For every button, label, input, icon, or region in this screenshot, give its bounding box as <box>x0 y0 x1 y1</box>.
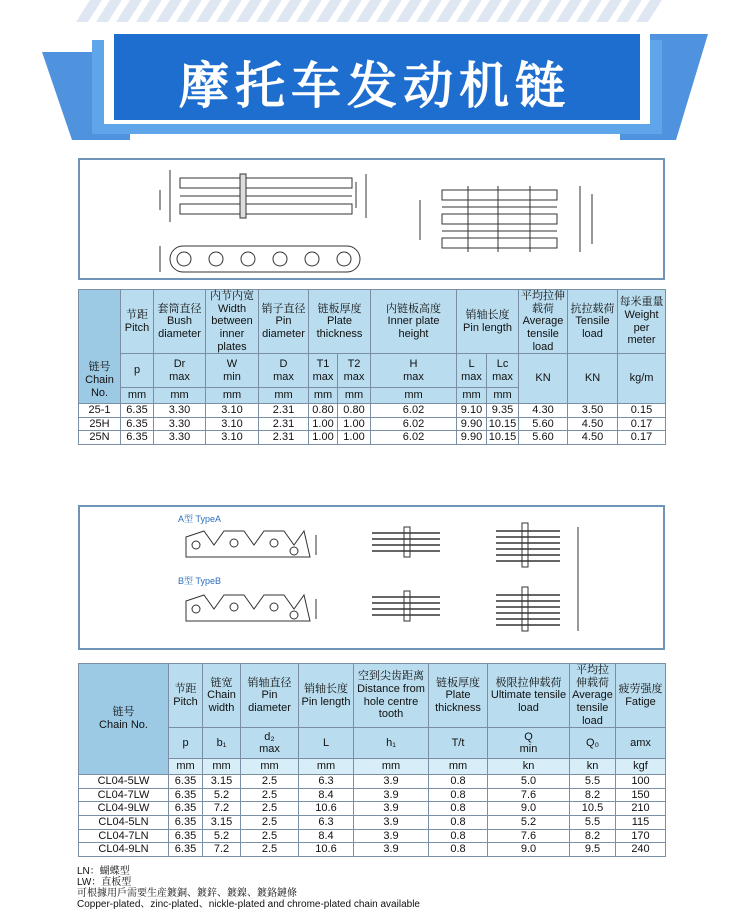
value-cell: 10.15 <box>487 417 519 431</box>
unit-cell: mm <box>241 759 299 775</box>
value-cell: 2.31 <box>259 417 309 431</box>
value-cell: 10.5 <box>570 802 616 816</box>
value-cell: 9.90 <box>457 417 487 431</box>
value-cell: 6.02 <box>371 417 457 431</box>
chain-no-cell: CL04-9LW <box>79 802 169 816</box>
col-header-ultimate-load: 极限拉伸载荷 Ultimate tensile load <box>488 664 570 728</box>
value-cell: 1.00 <box>338 431 371 445</box>
value-cell: 6.35 <box>169 802 203 816</box>
value-cell: 6.35 <box>121 417 154 431</box>
value-cell: 7.6 <box>488 829 570 843</box>
sym-cell: d₂ max <box>241 728 299 759</box>
col-header-width: 内节内宽 Width between inner plates <box>206 290 259 354</box>
sym-cell: L <box>299 728 354 759</box>
value-cell: 240 <box>616 843 666 857</box>
chain-no-cell: 25-1 <box>79 404 121 418</box>
sym-cell: amx <box>616 728 666 759</box>
chain-no-cell: CL04-7LN <box>79 829 169 843</box>
value-cell: 3.30 <box>154 431 206 445</box>
type-a-label: A型 TypeA <box>178 514 222 524</box>
unit-cell: mm <box>206 388 259 404</box>
sym-lc: Lc max <box>487 354 519 388</box>
value-cell: 6.35 <box>169 775 203 789</box>
value-cell: 5.60 <box>519 417 568 431</box>
value-cell: 2.5 <box>241 816 299 830</box>
unit-cell: mm <box>487 388 519 404</box>
value-cell: 8.2 <box>570 829 616 843</box>
value-cell: 6.35 <box>169 829 203 843</box>
value-cell: 8.4 <box>299 829 354 843</box>
value-cell: 1.00 <box>309 417 338 431</box>
value-cell: 2.5 <box>241 788 299 802</box>
unit-cell: kgf <box>616 759 666 775</box>
value-cell: 1.00 <box>309 431 338 445</box>
value-cell: 8.4 <box>299 788 354 802</box>
value-cell: 210 <box>616 802 666 816</box>
value-cell: 8.2 <box>570 788 616 802</box>
value-cell: 9.10 <box>457 404 487 418</box>
value-cell: 6.35 <box>169 816 203 830</box>
value-cell: 6.02 <box>371 431 457 445</box>
value-cell: 7.2 <box>203 802 241 816</box>
value-cell: 10.6 <box>299 843 354 857</box>
value-cell: 0.8 <box>429 829 488 843</box>
col-header-average-tensile-load: 平均拉伸载荷 Average tensile load <box>519 290 568 354</box>
sym-cell: Q₀ <box>570 728 616 759</box>
unit-cell: kn <box>570 759 616 775</box>
unit-cell: mm <box>169 759 203 775</box>
sym-width: W min <box>206 354 259 388</box>
chain-no-cell: CL04-9LN <box>79 843 169 857</box>
page-title: 摩托车发动机链 <box>179 57 571 115</box>
sym-l: L max <box>457 354 487 388</box>
value-cell: 0.8 <box>429 816 488 830</box>
value-cell: 4.30 <box>519 404 568 418</box>
value-cell: 0.8 <box>429 843 488 857</box>
value-cell: 0.17 <box>618 417 666 431</box>
chain-spec-table-2 <box>78 663 666 857</box>
col-header-average-load: 平均拉伸载荷 Average tensile load <box>570 664 616 728</box>
value-cell: 3.10 <box>206 417 259 431</box>
value-cell: 3.15 <box>203 816 241 830</box>
chain-spec-table-1 <box>78 289 666 445</box>
col-header-pin-diameter: 销轴直径 Pin diameter <box>241 664 299 728</box>
value-cell: 9.0 <box>488 843 570 857</box>
value-cell: 5.0 <box>488 775 570 789</box>
chain-no-cell: CL04-7LW <box>79 788 169 802</box>
table-row <box>79 417 666 431</box>
value-cell: 4.50 <box>568 431 618 445</box>
note-line: 可根據用戶需要生産鍍銅、鍍鋅、鍍鎳、鍍鉻鏈條 <box>77 888 297 899</box>
col-header-chain-no: 链号 Chain No. <box>79 664 169 775</box>
chain-no-cell: CL04-5LN <box>79 816 169 830</box>
value-cell: 3.9 <box>354 843 429 857</box>
value-cell: 7.2 <box>203 843 241 857</box>
unit-cell: mm <box>354 759 429 775</box>
value-cell: 9.90 <box>457 431 487 445</box>
table-row <box>79 843 666 857</box>
value-cell: 0.8 <box>429 802 488 816</box>
unit-cell: mm <box>457 388 487 404</box>
sym-cell: T/t <box>429 728 488 759</box>
col-header-plate-thickness: 链板厚度 Plate thickness <box>309 290 371 354</box>
sym-t1: T1 max <box>309 354 338 388</box>
value-cell: 5.2 <box>488 816 570 830</box>
chain-diagram-1 <box>78 158 665 280</box>
value-cell: 2.5 <box>241 802 299 816</box>
value-cell: 3.9 <box>354 829 429 843</box>
value-cell: 5.2 <box>203 788 241 802</box>
value-cell: 1.00 <box>338 417 371 431</box>
value-cell: 10.6 <box>299 802 354 816</box>
unit-cell: mm <box>259 388 309 404</box>
sym-cell: p <box>169 728 203 759</box>
value-cell: 0.80 <box>338 404 371 418</box>
value-cell: 2.5 <box>241 843 299 857</box>
value-cell: 3.9 <box>354 816 429 830</box>
sym-h: H max <box>371 354 457 388</box>
value-cell: 5.60 <box>519 431 568 445</box>
value-cell: 10.15 <box>487 431 519 445</box>
unit-cell: mm <box>371 388 457 404</box>
unit-cell: mm <box>121 388 154 404</box>
sym-cell: Q min <box>488 728 570 759</box>
unit-cell: mm <box>338 388 371 404</box>
value-cell: 6.02 <box>371 404 457 418</box>
col-header-plate-thickness: 链板厚度 Plate thickness <box>429 664 488 728</box>
col-header-tensile-load: 抗拉载荷 Tensile load <box>568 290 618 354</box>
unit-cell: mm <box>299 759 354 775</box>
table-row <box>79 829 666 843</box>
value-cell: 6.35 <box>169 843 203 857</box>
table-row <box>79 404 666 418</box>
col-header-pin-diameter: 销子直径 Pin diameter <box>259 290 309 354</box>
value-cell: 0.8 <box>429 788 488 802</box>
unit-cell: mm <box>429 759 488 775</box>
value-cell: 5.5 <box>570 816 616 830</box>
value-cell: 5.5 <box>570 775 616 789</box>
sym-pin: D max <box>259 354 309 388</box>
chain-no-cell: 25N <box>79 431 121 445</box>
note-line: LN：蝴蝶型 <box>77 866 130 877</box>
value-cell: 2.5 <box>241 775 299 789</box>
value-cell: 4.50 <box>568 417 618 431</box>
unit-cell: mm <box>203 759 241 775</box>
table-row <box>79 788 666 802</box>
value-cell: 3.30 <box>154 404 206 418</box>
value-cell: 3.10 <box>206 431 259 445</box>
chain-no-cell: 25H <box>79 417 121 431</box>
value-cell: 2.31 <box>259 404 309 418</box>
value-cell: 3.9 <box>354 802 429 816</box>
sym-t2: T2 max <box>338 354 371 388</box>
roller-chain-drawing <box>80 160 663 278</box>
value-cell: 0.8 <box>429 775 488 789</box>
col-header-weight: 每米重量 Weight per meter <box>618 290 666 354</box>
footnotes <box>77 866 420 910</box>
value-cell: 3.10 <box>206 404 259 418</box>
value-cell: 6.35 <box>121 404 154 418</box>
unit-average-load: KN <box>519 354 568 404</box>
col-header-inner-plate-height: 内链板高度 Inner plate height <box>371 290 457 354</box>
silent-chain-drawing <box>80 507 663 648</box>
col-header-pin-length: 销轴长度 Pin length <box>299 664 354 728</box>
col-header-chain-no: 链号 Chain No. <box>79 290 121 404</box>
unit-weight: kg/m <box>618 354 666 404</box>
unit-cell: mm <box>309 388 338 404</box>
value-cell: 150 <box>616 788 666 802</box>
col-header-pitch: 节距 Pitch <box>169 664 203 728</box>
table-row <box>79 431 666 445</box>
chain-no-cell: CL04-5LW <box>79 775 169 789</box>
value-cell: 115 <box>616 816 666 830</box>
value-cell: 9.35 <box>487 404 519 418</box>
col-header-pin-length: 销轴长度 Pin length <box>457 290 519 354</box>
col-header-bush-diameter: 套筒直径 Bush diameter <box>154 290 206 354</box>
value-cell: 6.3 <box>299 816 354 830</box>
sym-pitch: p <box>121 354 154 388</box>
sym-cell: h₁ <box>354 728 429 759</box>
value-cell: 0.17 <box>618 431 666 445</box>
value-cell: 5.2 <box>203 829 241 843</box>
value-cell: 3.9 <box>354 788 429 802</box>
type-b-label: B型 TypeB <box>178 576 222 586</box>
value-cell: 0.80 <box>309 404 338 418</box>
value-cell: 3.9 <box>354 775 429 789</box>
col-header-pitch: 节距 Pitch <box>121 290 154 354</box>
value-cell: 6.35 <box>121 431 154 445</box>
value-cell: 6.35 <box>169 788 203 802</box>
value-cell: 3.30 <box>154 417 206 431</box>
value-cell: 2.5 <box>241 829 299 843</box>
col-header-chain-width: 链宽 Chain width <box>203 664 241 728</box>
table-row <box>79 802 666 816</box>
chain-diagram-2 <box>78 505 665 650</box>
sym-bush: Dr max <box>154 354 206 388</box>
note-line: Copper-plated、zinc-plated、nickle-plated and chrome-plated chain available <box>77 899 420 910</box>
value-cell: 170 <box>616 829 666 843</box>
value-cell: 100 <box>616 775 666 789</box>
value-cell: 0.15 <box>618 404 666 418</box>
sym-cell: b₁ <box>203 728 241 759</box>
col-header-distance: 空到尖齿距离 Distance from hole centre tooth <box>354 664 429 728</box>
value-cell: 3.15 <box>203 775 241 789</box>
value-cell: 7.6 <box>488 788 570 802</box>
unit-cell: mm <box>154 388 206 404</box>
value-cell: 6.3 <box>299 775 354 789</box>
value-cell: 9.0 <box>488 802 570 816</box>
table-row <box>79 775 666 789</box>
value-cell: 3.50 <box>568 404 618 418</box>
table-row <box>79 816 666 830</box>
unit-cell: kn <box>488 759 570 775</box>
value-cell: 2.31 <box>259 431 309 445</box>
value-cell: 9.5 <box>570 843 616 857</box>
col-header-fatige: 疲劳强度 Fatige <box>616 664 666 728</box>
note-line: LW：直板型 <box>77 877 132 888</box>
unit-tensile-load: KN <box>568 354 618 404</box>
